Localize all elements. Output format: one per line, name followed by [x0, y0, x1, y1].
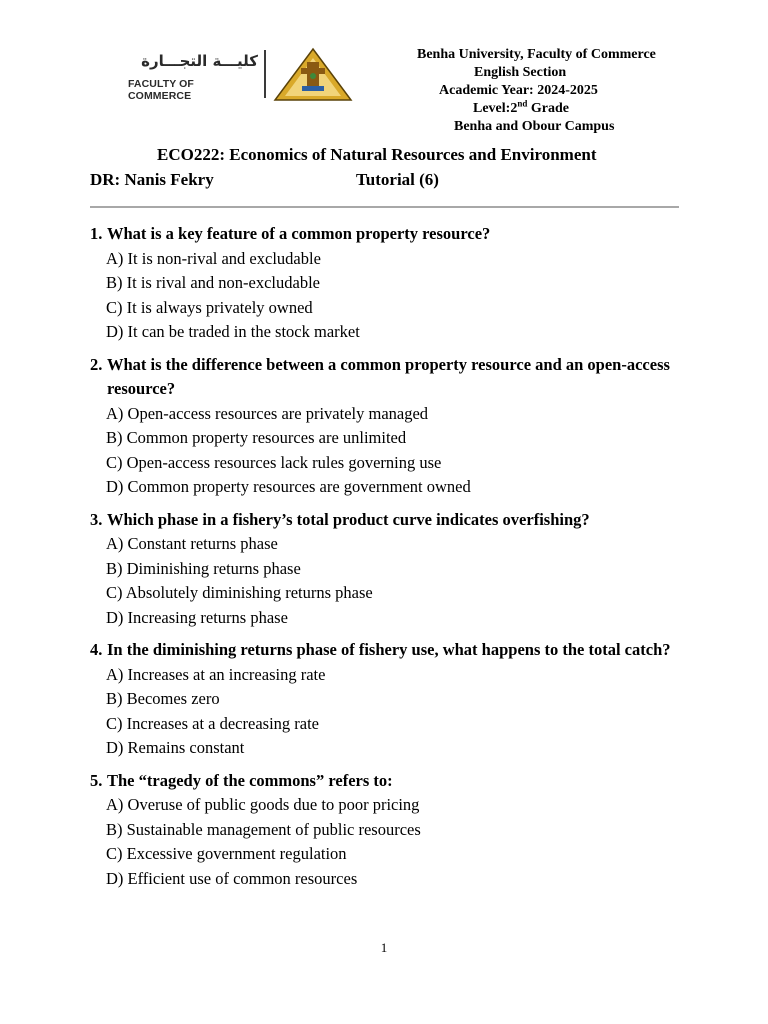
doctor-name: DR: Nanis Fekry — [90, 170, 214, 189]
option-d: D) Increasing returns phase — [106, 607, 288, 627]
section-name: English Section — [474, 65, 567, 80]
logo-arabic-text: كليـــة التجـــارة — [141, 52, 258, 70]
option-a: A) It is non-rival and excludable — [106, 248, 321, 268]
option-a: A) Constant returns phase — [106, 534, 278, 553]
course-title: ECO222: Economics of Natural Resources and Environment — [157, 145, 597, 164]
tutorial-number: Tutorial (6) — [356, 170, 439, 189]
question-text — [90, 769, 680, 794]
option-b: B) Becomes zero — [106, 689, 220, 708]
question-body: What is a key feature of a common property resource? — [107, 224, 491, 243]
question-2 — [90, 353, 680, 500]
question-body: The “tragedy of the commons” refers to: — [107, 770, 393, 790]
question-text — [90, 508, 680, 533]
level — [473, 100, 700, 118]
option-a: A) Increases at an increasing rate — [106, 664, 326, 684]
option-c: C) Excessive government regulation — [106, 844, 347, 863]
question-number: 1. — [90, 224, 103, 243]
option-a: A) Open-access resources are privately managed — [106, 403, 429, 423]
option-c: C) It is always privately owned — [106, 297, 313, 317]
campus: Benha and Obour Campus — [454, 119, 615, 134]
question-text — [90, 638, 680, 663]
level-prefix: Level:2 — [473, 101, 518, 116]
option-c: C) Open-access resources lack rules governing use — [106, 452, 442, 472]
page-number: 1 — [380, 940, 388, 955]
option-b: B) Common property resources are unlimited — [106, 428, 407, 447]
question-1 — [90, 222, 680, 345]
option-d: D) It can be traded in the stock market — [106, 322, 360, 341]
level-superscript: nd — [517, 98, 528, 109]
option-b: B) It is rival and non-excludable — [106, 273, 320, 292]
logo-divider — [264, 50, 266, 98]
question-body: Which phase in a fishery’s total product curve indicates overfishing? — [107, 509, 590, 529]
option-d: D) Remains constant — [106, 738, 245, 757]
academic-year: Academic Year: 2024-2025 — [439, 83, 598, 98]
question-number: 4. — [90, 640, 103, 659]
faculty-logo — [128, 46, 354, 104]
option-c: C) Increases at a decreasing rate — [106, 713, 320, 733]
question-body: In the diminishing returns phase of fishery use, what happens to the total catch? — [107, 640, 671, 659]
logo-english-text: FACULTY OF COMMERCE — [128, 78, 194, 102]
option-b: B) Sustainable management of public resources — [106, 819, 421, 839]
university-name: Benha University, Faculty of Commerce — [417, 47, 656, 62]
question-list — [90, 222, 680, 899]
option-a: A) Overuse of public goods due to poor pricing — [106, 795, 420, 814]
university-info — [400, 46, 700, 136]
option-d: D) Efficient use of common resources — [106, 868, 358, 888]
question-number: 2. — [90, 354, 103, 374]
question-text — [90, 353, 680, 402]
header-divider — [90, 206, 679, 208]
university-emblem-icon — [272, 46, 354, 104]
question-5 — [90, 769, 680, 892]
question-text — [90, 222, 680, 247]
question-body: What is the difference between a common property resource and an open-access resource? — [107, 354, 670, 398]
question-number: 3. — [90, 509, 103, 529]
question-3 — [90, 508, 680, 631]
option-d: D) Common property resources are government owned — [106, 477, 471, 496]
option-c: C) Absolutely diminishing returns phase — [106, 583, 373, 602]
question-number: 5. — [90, 770, 103, 790]
level-suffix: Grade — [527, 101, 569, 116]
option-b: B) Diminishing returns phase — [106, 558, 301, 578]
question-4 — [90, 638, 680, 761]
